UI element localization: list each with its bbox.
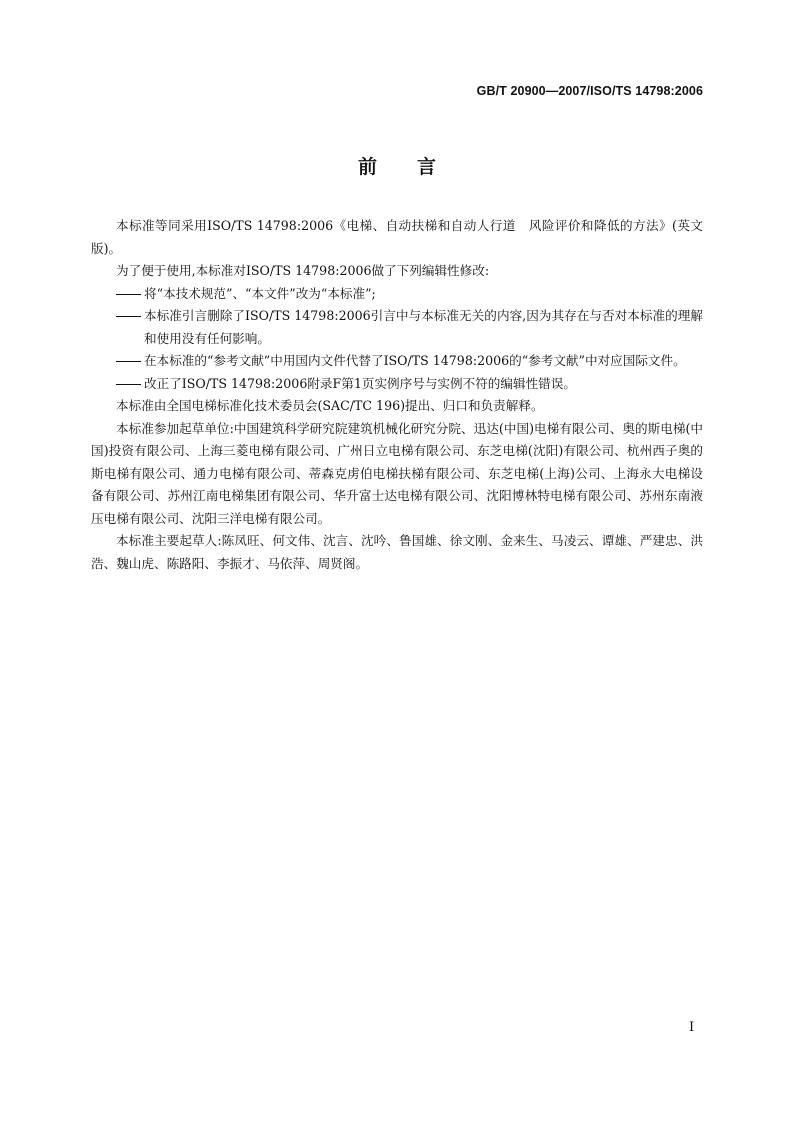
dash-marker bbox=[116, 294, 141, 295]
dash-marker bbox=[116, 361, 141, 362]
proposer-statement: 本标准由全国电梯标准化技术委员会(SAC/TC 196)提出、归口和负责解释。 bbox=[116, 398, 544, 413]
drafting-units: 本标准参加起草单位:中国建筑科学研究院建筑机械化研究分院、迅达(中国)电梯有限公司、奥的斯电梯(中国)投资有限公司、上海三菱电梯有限公司、广州日立电梯有限公司、东芝电梯(沈阳)有限公司、杭州西子奥的斯电梯有限公司、通力电梯有限公司、蒂森克虏伯电梯扶梯有限公司、东芝电梯(上海)公司、上海永大电梯设备有限公司、苏州江南电梯集团有限公司、华升富士达电梯有限公司、沈阳博林特电梯有限公司、苏州东南液压电梯有限公司、沈阳三洋电梯有限公司。 bbox=[91, 420, 703, 526]
drafters: 本标准主要起草人:陈凤旺、何文伟、沈言、沈吟、鲁国雄、徐文刚、金来生、马凌云、谭雄、严建忠、洪浩、魏山虎、陈路阳、李振才、马依萍、周贤阁。 bbox=[91, 533, 703, 571]
adoption-statement: 本标准等同采用ISO/TS 14798:2006《电梯、自动扶梯和自动人行道 风险评价和降低的方法》(英文版)。 bbox=[91, 218, 703, 256]
modification-item bbox=[91, 373, 703, 396]
standard-code-header: GB/T 20900—2007/ISO/TS 14798:2006 bbox=[476, 84, 703, 98]
page-title: 前言 bbox=[357, 156, 476, 178]
modification-item bbox=[91, 305, 703, 350]
modification-item bbox=[91, 350, 703, 373]
modifications-intro: 为了便于使用,本标准对ISO/TS 14798:2006做了下列编辑性修改: bbox=[116, 263, 490, 278]
dash-marker bbox=[116, 316, 141, 317]
modification-text: 改正了ISO/TS 14798:2006附录F第1页实例序号与实例不符的编辑性错误。 bbox=[144, 375, 576, 391]
dash-marker bbox=[116, 384, 141, 385]
modification-text: 本标准引言删除了ISO/TS 14798:2006引言中与本标准无关的内容,因为其存在与否对本标准的理解和使用没有任何影响。 bbox=[144, 308, 703, 346]
modification-item bbox=[91, 283, 703, 306]
page-number: I bbox=[689, 1020, 695, 1035]
modification-text: 在本标准的“参考文献”中用国内文件代替了ISO/TS 14798:2006的“参考文献”中对应国际文件。 bbox=[144, 353, 686, 368]
modification-text: 将“本技术规范”、“本文件”改为“本标准”; bbox=[144, 285, 376, 301]
foreword-body bbox=[91, 215, 703, 575]
